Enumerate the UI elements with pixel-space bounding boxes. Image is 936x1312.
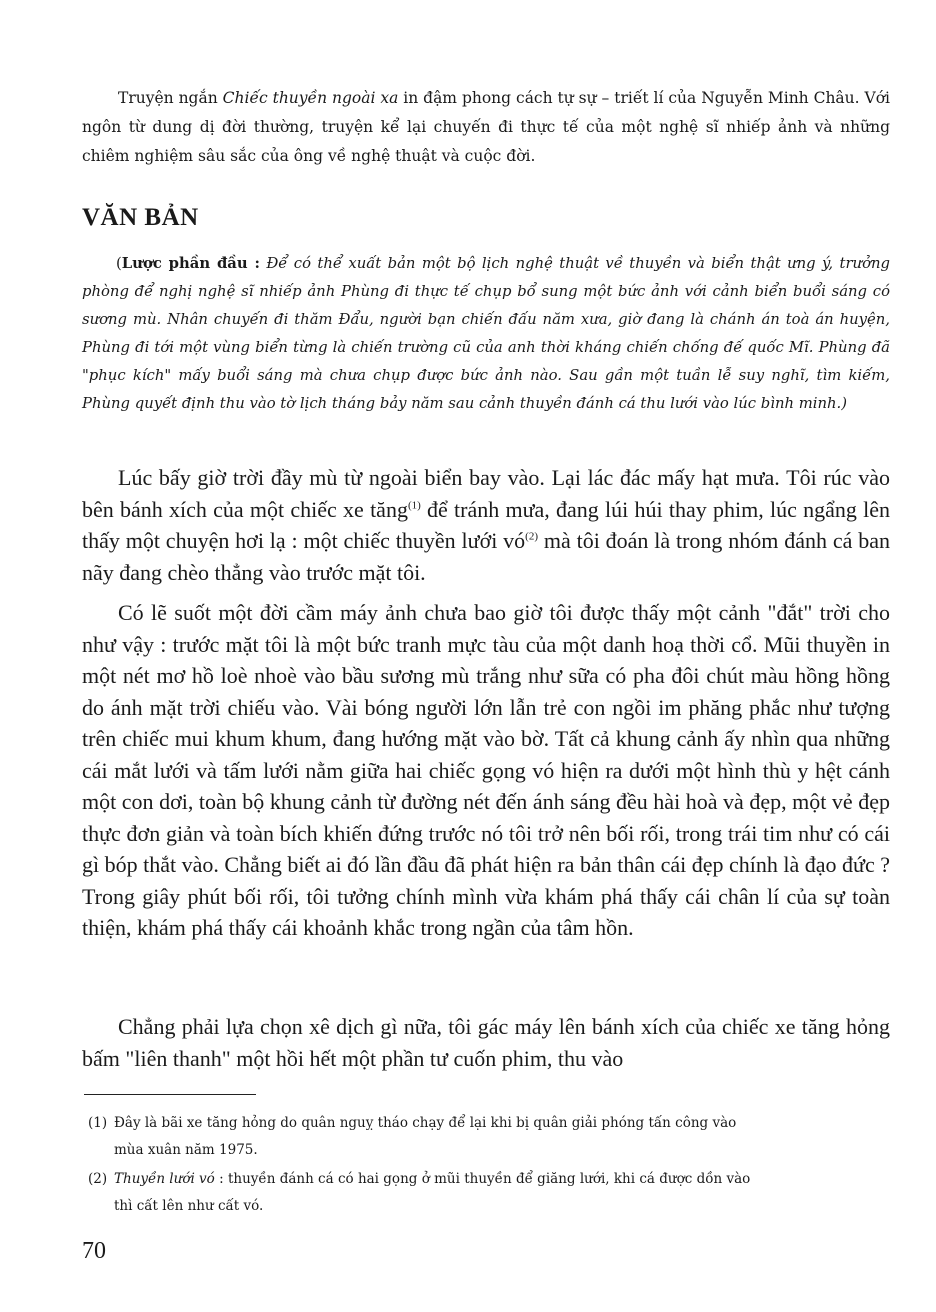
footnote-number: (2) <box>88 1171 108 1187</box>
summary-close-paren: ) <box>841 395 848 412</box>
intro-paragraph <box>82 84 890 171</box>
footnote-ref-1: (1) <box>407 499 421 512</box>
body-text: mà tôi đoán là trong nhóm đánh cá ban nãy đang chèo thẳng vào trước mặt tôi. <box>82 528 891 585</box>
page-number: 70 <box>82 1238 106 1264</box>
summary-text: Để có thể xuất bản một bộ lịch nghệ thuật về thuyền và biển thật ưng ý, trưởng phòng để nghị nghệ sĩ nhiếp ảnh Phùng đi thực tế chụp bổ sung một bức ảnh với cảnh biển buổi sáng có sương mù. Nhân chuyến đi thăm Đẩu, người bạn chiến đấu năm xưa, giờ đang là chánh án toà án huyện, Phùng đi tới một vùng biển từng là chiến trường cũ của anh thời kháng chiến chống đế quốc Mĩ. Phùng đã "phục kích" mấy buổi sáng mà chưa chụp được bức ảnh nào. Sau gần một tuần lễ suy nghĩ, tìm kiếm, Phùng quyết định thu vào tờ lịch tháng bảy năm sau cảnh thuyền đánh cá thu lưới vào lúc bình minh. <box>82 255 890 412</box>
footnote-divider <box>84 1094 256 1095</box>
body-paragraph-3: Chẳng phải lựa chọn xê dịch gì nữa, tôi gác máy lên bánh xích của chiếc xe tăng hỏng bấm "liên thanh" một hồi hết một phần tư cuốn phim, thu vào <box>82 1014 890 1071</box>
footnote-text: : thuyền đánh cá có hai gọng ở mũi thuyền để giăng lưới, khi cá được dồn vào <box>214 1171 751 1187</box>
footnote-text-continued: mùa xuân năm 1975. <box>114 1142 258 1158</box>
footnote-text: Đây là bãi xe tăng hỏng do quân nguỵ tháo chạy để lại khi bị quân giải phóng tấn công vào <box>114 1115 737 1131</box>
summary-open-paren: ( <box>116 255 122 272</box>
section-title: VĂN BẢN <box>82 204 199 231</box>
intro-text-start: Truyện ngắn <box>118 89 223 107</box>
footnote-1 <box>88 1110 888 1164</box>
body-text: để tránh mưa, đang lúi húi thay phim, lúc ngẩng lên thấy một chuyện hơi lạ : một chiếc thuyền lưới vó <box>82 496 890 553</box>
summary-paragraph <box>82 250 890 418</box>
work-title: Chiếc thuyền ngoài xa <box>222 89 399 107</box>
summary-label: Lược phần đầu : <box>121 255 260 272</box>
body-paragraph-2: Có lẽ suốt một đời cầm máy ảnh chưa bao giờ tôi được thấy một cảnh "đắt" trời cho như vậy : trước mặt tôi là một bức tranh mực tàu của một danh hoạ thời cổ. Mũi thuyền in một nét mơ hồ loè nhoè vào bầu sương mù trắng như sữa có pha đôi chút màu hồng hồng do ánh mặt trời chiếu vào. Vài bóng người lớn lẫn trẻ con ngồi im phăng phắc như tượng trên chiếc mui khum khum, đang hướng mặt vào bờ. Tất cả khung cảnh ấy nhìn qua những cái mắt lưới và tấm lưới nằm giữa hai chiếc gọng vó hiện ra dưới một hình thù y hệt cánh một con dơi, toàn bộ khung cảnh từ đường nét đến ánh sáng đều hài hoà và đẹp, một vẻ đẹp thực đơn giản và toàn bích khiến đứng trước nó tôi trở nên bối rối, trong trái tim như có cái gì bóp thắt vào. Chẳng biết ai đó lần đầu đã phát hiện ra bản thân cái đẹp chính là đạo đức ? Trong giây phút bối rối, tôi tưởng chính mình vừa khám phá thấy cái chân lí của sự toàn thiện, khám phá thấy cái khoảnh khắc trong ngần của tâm hồn. <box>82 600 890 940</box>
footnote-term: Thuyền lưới vó <box>114 1171 215 1187</box>
body-paragraph-1 <box>82 462 890 588</box>
footnote-ref-2: (2) <box>525 530 538 543</box>
footnote-number: (1) <box>88 1115 108 1131</box>
body-text: Lúc bấy giờ trời đầy mù từ ngoài biển bay vào. Lại lác đác mấy hạt mưa. Tôi rúc vào bên bánh xích của một chiếc xe tăng <box>82 465 890 522</box>
footnote-text-continued: thì cất lên như cất vó. <box>114 1198 264 1214</box>
intro-text-rest: in đậm phong cách tự sự – triết lí của Nguyễn Minh Châu. Với ngôn từ dung dị đời thường, truyện kể lại chuyến đi thực tế của một nghệ sĩ nhiếp ảnh và những chiêm nghiệm sâu sắc của ông về nghệ thuật và cuộc đời. <box>82 89 890 165</box>
footnote-2 <box>88 1166 888 1220</box>
